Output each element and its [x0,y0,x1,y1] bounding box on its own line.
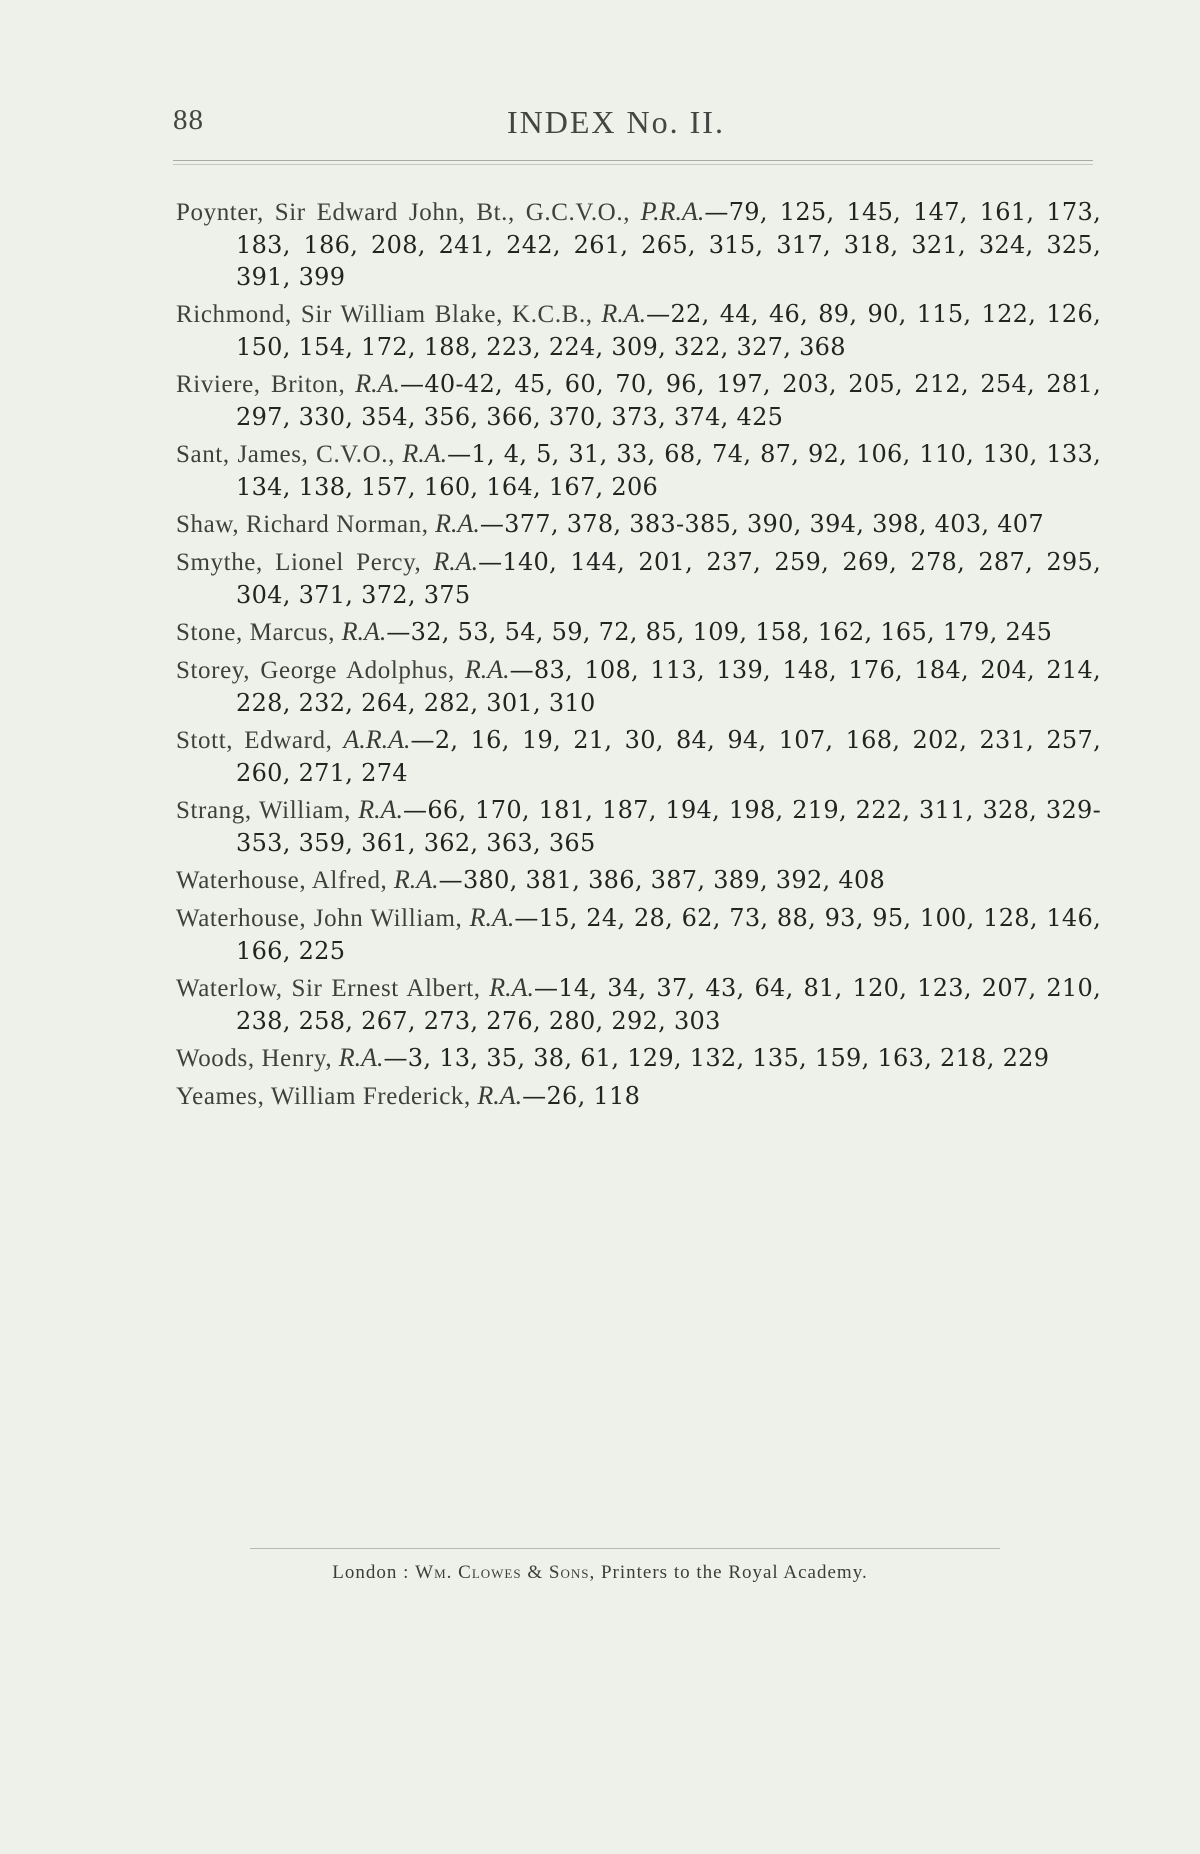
running-head [173,104,1093,144]
imprint-printer: Wm. Clowes & Sons, [415,1562,596,1583]
page-references: —15, 24, 28, 62, 73, 88, 93, 95, 100, 128, 146, 166, 225 [236,904,1101,965]
page-references: —79, 125, 145, 147, 161, 173, 183, 186, 208, 241, 242, 261, 265, 315, 317, 318, 321, 324, 325, 391, 399 [236,198,1102,291]
artist-name: Waterhouse, John William, [176,905,463,932]
index-entry [176,616,1101,649]
imprint-prefix: London : [332,1562,410,1583]
artist-name: Sant, James, C.V.O., [176,441,395,468]
artist-index-list [176,196,1101,1118]
index-entry [176,724,1101,789]
printer-imprint [0,1562,1200,1584]
page-references: —1, 4, 5, 31, 33, 68, 74, 87, 92, 106, 110, 130, 133, 134, 138, 157, 160, 164, 167, 206 [236,440,1101,501]
artist-name: Strang, William, [176,797,351,824]
artist-name: Stone, Marcus, [176,619,336,646]
artist-name: Shaw, Richard Norman, [176,511,429,538]
index-entry [176,546,1101,611]
artist-name: Stott, Edward, [176,727,333,754]
academy-rank: A.R.A. [343,725,411,754]
academy-rank: R.A. [355,369,401,398]
page-references: —26, 118 [522,1082,641,1110]
artist-name: Poynter, Sir Edward John, Bt., G.C.V.O., [176,199,631,226]
page-references: —32, 53, 54, 59, 72, 85, 109, 158, 162, 165, 179, 245 [386,618,1053,646]
index-entry [176,902,1101,967]
index-entry [176,196,1101,293]
index-entry [176,794,1101,859]
academy-rank: P.R.A. [640,197,705,226]
artist-name: Riviere, Briton, [176,371,346,398]
academy-rank: R.A. [341,617,387,646]
index-entry [176,438,1101,503]
artist-name: Waterhouse, Alfred, [176,867,388,894]
index-entry [176,1042,1101,1075]
footer-rule [250,1548,1000,1549]
academy-rank: R.A. [393,865,439,894]
academy-rank: R.A. [435,509,480,538]
index-entry [176,654,1101,719]
header-rule-secondary [173,164,1093,165]
page-title: INDEX No. II. [507,104,725,140]
page-references: —22, 44, 46, 89, 90, 115, 122, 126, 150, 154, 172, 188, 223, 224, 309, 322, 327, 368 [236,300,1102,361]
academy-rank: R.A. [469,903,515,932]
page-number: 88 [173,104,204,136]
academy-rank: R.A. [358,795,404,824]
academy-rank: R.A. [489,973,534,1002]
page-references: —377, 378, 383-385, 390, 394, 398, 403, 407 [479,510,1044,538]
index-entry [176,972,1101,1037]
index-entry [176,508,1101,541]
academy-rank: R.A. [433,547,479,576]
index-entry [176,298,1101,363]
index-entry [176,1080,1101,1113]
artist-name: Waterlow, Sir Ernest Albert, [176,975,481,1002]
academy-rank: R.A. [601,299,647,328]
page-references: —3, 13, 35, 38, 61, 129, 132, 135, 159, 163, 218, 229 [383,1044,1050,1072]
artist-name: Woods, Henry, [176,1045,333,1072]
academy-rank: R.A. [338,1043,384,1072]
index-entry [176,864,1101,897]
page-references: —140, 144, 201, 237, 259, 269, 278, 287, 295, 304, 371, 372, 375 [236,548,1101,609]
page-references: —14, 34, 37, 43, 64, 81, 120, 123, 207, 210, 238, 258, 267, 273, 276, 280, 292, 303 [236,974,1101,1035]
academy-rank: R.A. [477,1081,523,1110]
page-references: —2, 16, 19, 21, 30, 84, 94, 107, 168, 202, 231, 257, 260, 271, 274 [236,726,1102,787]
artist-name: Richmond, Sir William Blake, K.C.B., [176,301,593,328]
page-references: —380, 381, 386, 387, 389, 392, 408 [438,866,886,894]
academy-rank: R.A. [464,655,510,684]
page-references: —83, 108, 113, 139, 148, 176, 184, 204, 214, 228, 232, 264, 282, 301, 310 [236,656,1101,717]
imprint-suffix: Printers to the Royal Academy. [600,1562,868,1583]
artist-name: Smythe, Lionel Percy, [176,549,422,576]
page-references: —40-42, 45, 60, 70, 96, 197, 203, 205, 212, 254, 281, 297, 330, 354, 356, 366, 370, 373, 374, 425 [236,370,1101,431]
artist-name: Yeames, William Frederick, [176,1083,471,1110]
page-references: —66, 170, 181, 187, 194, 198, 219, 222, 311, 328, 329-353, 359, 361, 362, 363, 365 [236,796,1101,857]
artist-name: Storey, George Adolphus, [176,657,455,684]
index-entry [176,368,1101,433]
academy-rank: R.A. [402,439,448,468]
header-rule [173,160,1093,161]
